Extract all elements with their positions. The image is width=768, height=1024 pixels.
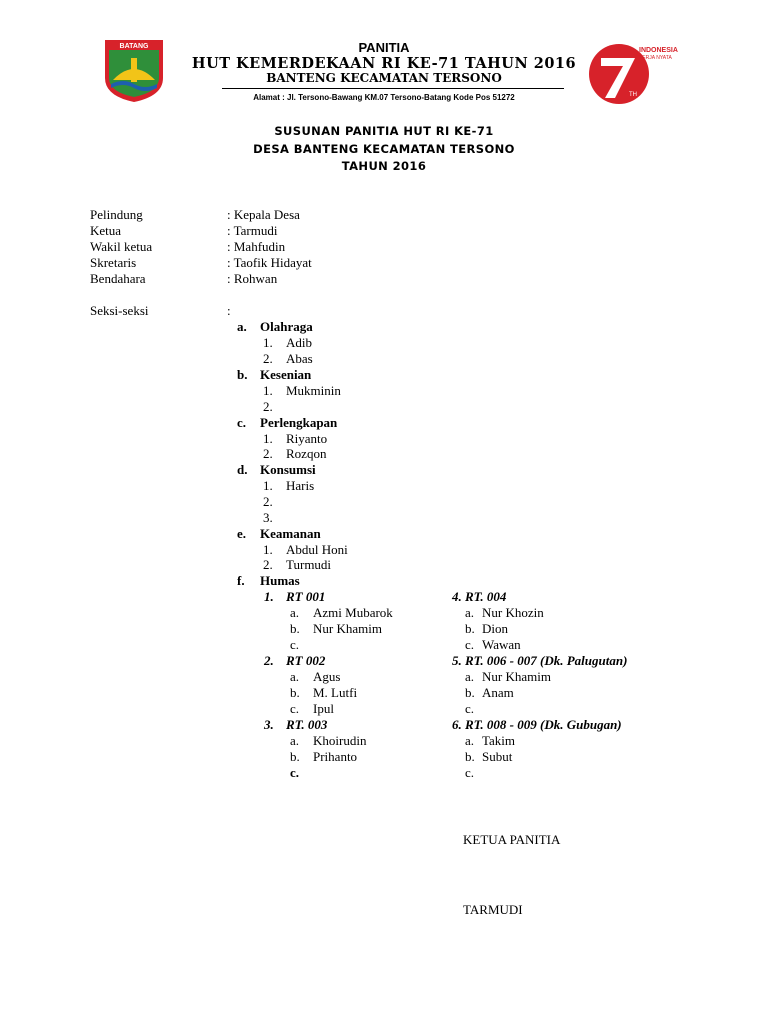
rt-member-name: Nur Khamim xyxy=(482,669,551,684)
section-letter: e. xyxy=(237,526,247,541)
rt-member-letter: c. xyxy=(290,701,300,716)
officer-label: Ketua xyxy=(90,223,122,238)
logo-th-text: TH xyxy=(629,92,637,98)
member-number: 2. xyxy=(263,399,273,414)
officer-value: : Rohwan xyxy=(227,271,278,286)
section-name: Perlengkapan xyxy=(260,415,338,430)
rt-member-name: Khoirudin xyxy=(313,733,367,748)
signature-name: TARMUDI xyxy=(463,902,523,917)
rt-member-name: Prihanto xyxy=(313,749,358,764)
rt-member-name: Wawan xyxy=(482,637,521,652)
rt-member-name: Anam xyxy=(482,685,514,700)
logo-kerja-nyata-text: KERJA NYATA xyxy=(639,55,672,61)
rt-number: 2. xyxy=(264,653,274,668)
rt-number: 3. xyxy=(264,717,274,732)
officer-value: : Tarmudi xyxy=(227,223,278,238)
header-line-2: HUT KEMERDEKAAN RI KE-71 TAHUN 2016 xyxy=(191,55,577,72)
rt-member-letter: a. xyxy=(465,733,475,748)
rt-title: RT 002 xyxy=(286,653,326,668)
rt-title: 6. RT. 008 - 009 (Dk. Gubugan) xyxy=(452,717,622,732)
rt-title: 5. RT. 006 - 007 (Dk. Palugutan) xyxy=(452,653,628,668)
officer-label: Pelindung xyxy=(90,207,143,222)
member-name: Adib xyxy=(286,335,312,350)
officer-value: : Mahfudin xyxy=(227,239,286,254)
section-letter: f. xyxy=(237,573,245,588)
rt-member-name: Takim xyxy=(482,733,516,748)
member-number: 3. xyxy=(263,510,273,525)
rt-member-letter: a. xyxy=(465,605,475,620)
rt-member-name: Dion xyxy=(482,621,508,636)
rt-member-name: Subut xyxy=(482,749,513,764)
officer-value: : Taofik Hidayat xyxy=(227,255,312,270)
rt-member-name: Nur Khozin xyxy=(482,605,544,620)
rt-member-letter: c. xyxy=(290,765,300,780)
signature-role: KETUA PANITIA xyxy=(463,832,561,847)
header-line-1: PANITIA xyxy=(358,40,410,55)
section-name: Humas xyxy=(260,573,300,588)
rt-member-letter: b. xyxy=(290,749,300,764)
rt-member-letter: a. xyxy=(465,669,475,684)
section-letter: d. xyxy=(237,462,248,477)
member-name: Haris xyxy=(286,478,315,493)
rt-member-letter: c. xyxy=(465,637,475,652)
document-title-line-1: SUSUNAN PANITIA HUT RI KE-71 xyxy=(274,124,494,138)
rt-number: 1. xyxy=(264,589,274,604)
member-name: Mukminin xyxy=(286,383,341,398)
section-name: Keamanan xyxy=(260,526,321,541)
seksi-colon: : xyxy=(227,303,231,318)
member-number: 1. xyxy=(263,542,273,557)
section-letter: a. xyxy=(237,319,247,334)
rt-member-letter: c. xyxy=(465,765,475,780)
rt-member-name: Agus xyxy=(313,669,341,684)
officer-label: Wakil ketua xyxy=(90,239,153,254)
rt-member-letter: c. xyxy=(465,701,475,716)
member-name: Abdul Honi xyxy=(286,542,348,557)
section-name: Kesenian xyxy=(260,367,312,382)
seksi-label: Seksi-seksi xyxy=(90,303,149,318)
rt-title: 4. RT. 004 xyxy=(452,589,507,604)
member-name: Rozqon xyxy=(286,446,327,461)
member-name: Abas xyxy=(286,351,313,366)
logo-indonesia-text: INDONESIA xyxy=(639,47,678,54)
member-name: Riyanto xyxy=(286,431,328,446)
rt-member-letter: b. xyxy=(465,685,475,700)
header-address: Alamat : Jl. Tersono-Bawang KM.07 Tersono-Batang Kode Pos 51272 xyxy=(253,93,515,102)
rt-member-name: Azmi Mubarok xyxy=(313,605,393,620)
rt-member-name: M. Lutfi xyxy=(313,685,358,700)
rt-member-letter: a. xyxy=(290,605,300,620)
section-letter: c. xyxy=(237,415,247,430)
section-letter: b. xyxy=(237,367,248,382)
header-divider xyxy=(222,88,564,89)
batang-logo-text: BATANG xyxy=(119,43,149,50)
header-line-3: BANTENG KECAMATAN TERSONO xyxy=(266,71,502,85)
member-number: 1. xyxy=(263,335,273,350)
member-number: 2. xyxy=(263,351,273,366)
rt-member-letter: a. xyxy=(290,733,300,748)
member-name: Turmudi xyxy=(286,557,332,572)
member-number: 2. xyxy=(263,557,273,572)
officer-label: Skretaris xyxy=(90,255,137,270)
document-title-line-3: TAHUN 2016 xyxy=(341,159,427,173)
rt-member-letter: b. xyxy=(465,621,475,636)
rt-member-letter: a. xyxy=(290,669,300,684)
section-name: Konsumsi xyxy=(260,462,316,477)
member-number: 1. xyxy=(263,478,273,493)
member-number: 2. xyxy=(263,494,273,509)
member-number: 2. xyxy=(263,446,273,461)
rt-title: RT. 003 xyxy=(286,717,328,732)
rt-member-letter: b. xyxy=(290,621,300,636)
rt-member-name: Ipul xyxy=(313,701,334,716)
rt-title: RT 001 xyxy=(286,589,326,604)
officer-label: Bendahara xyxy=(90,271,146,286)
document-title-line-2: DESA BANTENG KECAMATAN TERSONO xyxy=(253,142,515,156)
member-number: 1. xyxy=(263,431,273,446)
rt-member-letter: c. xyxy=(290,637,300,652)
member-number: 1. xyxy=(263,383,273,398)
rt-member-name: Nur Khamim xyxy=(313,621,382,636)
section-name: Olahraga xyxy=(260,319,313,334)
rt-member-letter: b. xyxy=(290,685,300,700)
officer-value: : Kepala Desa xyxy=(227,207,300,222)
rt-member-letter: b. xyxy=(465,749,475,764)
